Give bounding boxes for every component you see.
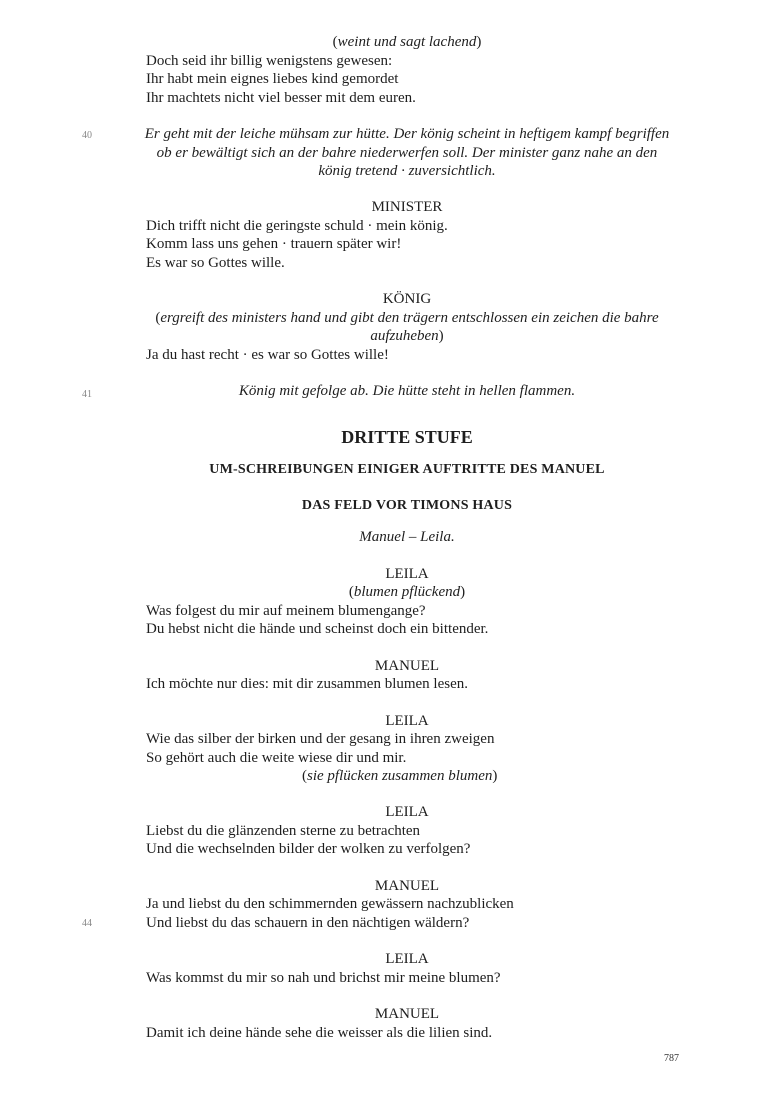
- paren-open: (: [332, 34, 338, 50]
- paren-open: (: [302, 768, 307, 784]
- stage-direction: [0, 583, 770, 601]
- stage-direction: [0, 327, 770, 345]
- verse-line: Und die wechselnden bilder der wolken zu verfolgen?: [146, 841, 471, 857]
- stage-direction-text: sie pflücken zusammen blumen: [307, 768, 493, 784]
- stage-direction-text: aufzuheben: [370, 328, 439, 344]
- verse-line: Ja und liebst du den schimmernden gewässern nachzublicken: [146, 896, 514, 912]
- cast-line: Manuel – Leila.: [359, 529, 455, 545]
- speaker-name: MANUEL: [374, 1006, 440, 1022]
- speaker-name: LEILA: [385, 713, 429, 729]
- section-heading: DRITTE STUFE: [341, 427, 473, 447]
- verse-line: Ihr habt mein eignes liebes kind gemordet: [146, 71, 399, 87]
- stage-direction: ob er bewältigt sich an der bahre niederwerfen soll. Der minister ganz nahe an den: [156, 145, 658, 161]
- paren-open: (: [155, 310, 161, 326]
- margin-number: 41: [82, 389, 92, 400]
- verse-line: Liebst du die glänzenden sterne zu betrachten: [146, 823, 421, 839]
- speaker-name: MINISTER: [371, 199, 443, 215]
- stage-direction: [302, 767, 497, 785]
- subsection-heading: UM-SCHREIBUNGEN EINIGER AUFTRITTE DES MANUEL: [209, 462, 605, 477]
- stage-direction: [0, 33, 770, 51]
- verse-line: Ich möchte nur dies: mit dir zusammen blumen lesen.: [146, 676, 469, 692]
- stage-direction-text: weint und sagt lachend: [337, 34, 477, 50]
- verse-line: Doch seid ihr billig wenigstens gewesen:: [146, 53, 393, 69]
- speaker-name: LEILA: [385, 951, 429, 967]
- verse-line: Es war so Gottes wille.: [146, 255, 285, 271]
- speaker-name: MANUEL: [374, 878, 440, 894]
- verse-line: Ja du hast recht · es war so Gottes wille!: [146, 347, 389, 363]
- verse-line: Dich trifft nicht die geringste schuld · mein könig.: [146, 218, 448, 234]
- verse-line: Damit ich deine hände sehe die weisser als die lilien sind.: [146, 1025, 493, 1041]
- verse-line: Komm lass uns gehen · trauern später wir!: [146, 236, 402, 252]
- verse-line: Was kommst du mir so nah und brichst mir meine blumen?: [146, 970, 501, 986]
- margin-number: 44: [82, 918, 92, 929]
- verse-line: Du hebst nicht die hände und scheinst doch ein bittender.: [146, 621, 489, 637]
- stage-direction-text: ergreift des ministers hand und gibt den trägern entschlossen ein zeichen die bahre: [160, 310, 659, 326]
- stage-direction: Er geht mit der leiche mühsam zur hütte. Der könig scheint in heftigem kampf begriffen: [144, 126, 670, 142]
- verse-line: Und liebst du das schauern in den nächtigen wäldern?: [146, 915, 470, 931]
- stage-direction: König mit gefolge ab. Die hütte steht in hellen flammen.: [238, 383, 576, 399]
- speaker-name: KÖNIG: [382, 291, 432, 307]
- speaker-name: MANUEL: [374, 658, 440, 674]
- paren-open: (: [348, 584, 354, 600]
- verse-line: So gehört auch die weite wiese dir und mir.: [146, 750, 407, 766]
- verse-line: Wie das silber der birken und der gesang in ihren zweigen: [146, 731, 495, 747]
- paren-close: ): [492, 768, 498, 784]
- stage-direction-text: blumen pflückend: [353, 584, 461, 600]
- page-number: 787: [664, 1053, 679, 1064]
- paren-close: ): [438, 328, 444, 344]
- margin-number: 40: [82, 130, 92, 141]
- speaker-name: LEILA: [385, 804, 429, 820]
- scene-heading: DAS FELD VOR TIMONS HAUS: [301, 498, 513, 513]
- speaker-name: LEILA: [385, 566, 429, 582]
- stage-direction: [0, 309, 770, 327]
- verse-line: Was folgest du mir auf meinem blumengange?: [146, 603, 426, 619]
- paren-close: ): [460, 584, 466, 600]
- stage-direction: könig tretend · zuversichtlich.: [318, 163, 496, 179]
- paren-close: ): [476, 34, 482, 50]
- verse-line: Ihr machtets nicht viel besser mit dem euren.: [146, 90, 416, 106]
